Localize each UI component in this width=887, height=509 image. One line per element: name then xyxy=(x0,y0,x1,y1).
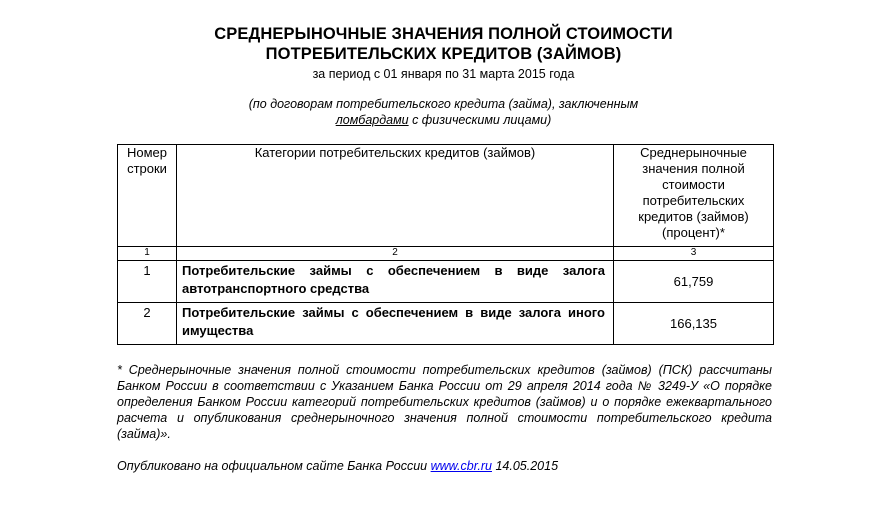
row-value: 61,759 xyxy=(614,261,774,303)
table-header-row xyxy=(118,145,774,247)
scope-note-line-2 xyxy=(0,112,887,128)
column-number-row xyxy=(118,247,774,261)
period-subtitle: за период с 01 января по 31 марта 2015 года xyxy=(312,67,575,81)
title-line-2: ПОТРЕБИТЕЛЬСКИХ КРЕДИТОВ (ЗАЙМОВ) xyxy=(265,45,622,63)
table-row xyxy=(118,303,774,345)
header-category: Категории потребительских кредитов (займов) xyxy=(177,145,614,247)
page-title xyxy=(0,24,887,64)
scope-note-underlined: ломбардами xyxy=(335,113,409,127)
rates-table xyxy=(117,144,774,345)
header-row-number: Номер строки xyxy=(118,145,177,247)
cbr-link[interactable]: www.cbr.ru xyxy=(430,459,492,473)
row-value: 166,135 xyxy=(614,303,774,345)
scope-note-line-1: (по договорам потребительского кредита (займа), заключенным xyxy=(248,97,639,111)
row-number: 1 xyxy=(118,261,177,303)
column-number: 1 xyxy=(118,247,177,261)
publication-line xyxy=(117,458,772,474)
scope-note-rest: с физическими лицами) xyxy=(408,113,552,127)
scope-note xyxy=(0,96,887,128)
column-number: 3 xyxy=(614,247,774,261)
table-row xyxy=(118,261,774,303)
footnote: * Среднерыночные значения полной стоимости потребительских кредитов (займов) (ПСК) рассчитаны Банком России в соответствии с Указанием Банка России от 29 апреля 2014 года № 3249-У «О порядке определения Банком России категорий потребительских кредитов (займов) и о порядке ежеквартального расчета и опубликования среднерыночного значения полной стоимости потребительского кредита (займа)». xyxy=(117,363,772,441)
publication-prefix: Опубликовано на официальном сайте Банка России xyxy=(117,459,431,473)
publication-date: 14.05.2015 xyxy=(491,459,559,473)
title-line-1: СРЕДНЕРЫНОЧНЫЕ ЗНАЧЕНИЯ ПОЛНОЙ СТОИМОСТИ xyxy=(214,25,673,43)
row-category: Потребительские займы с обеспечением в виде залога автотранспортного средства xyxy=(177,261,614,303)
header-average-value: Среднерыночные значения полной стоимости потребительских кредитов (займов) (процент)* xyxy=(614,145,774,247)
row-category: Потребительские займы с обеспечением в виде залога иного имущества xyxy=(177,303,614,345)
column-number: 2 xyxy=(177,247,614,261)
row-number: 2 xyxy=(118,303,177,345)
